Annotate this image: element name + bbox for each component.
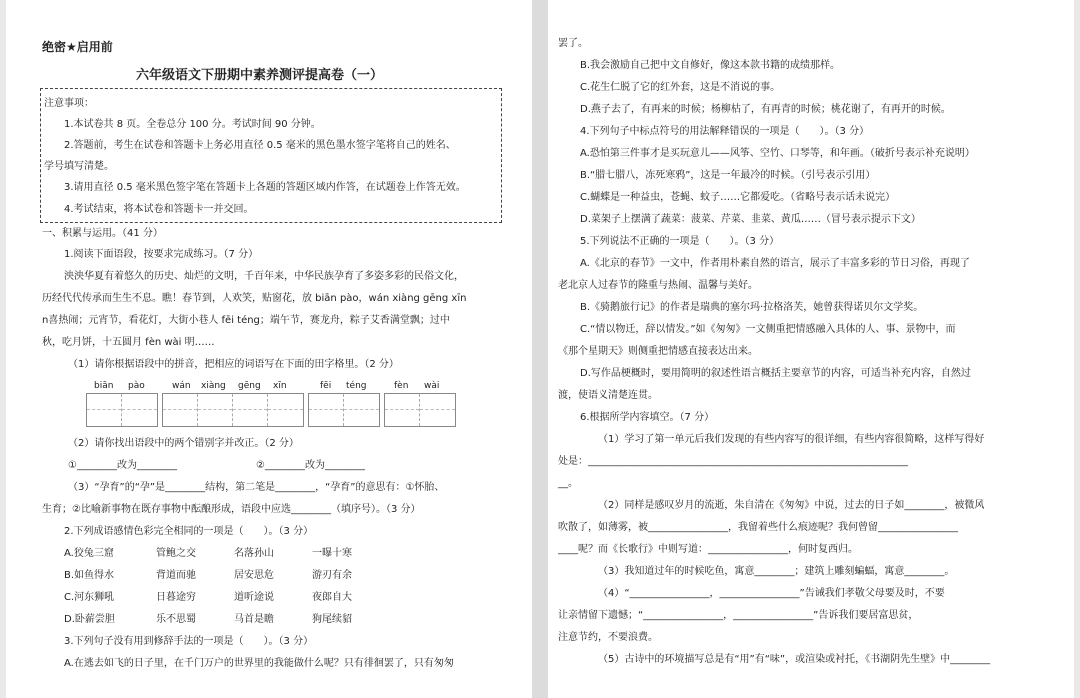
right-text-line: （4）“________________，________________”告诫我们孝敬父母要及时，不要 (598, 588, 945, 599)
right-text-line: D.菜架子上摆满了蔬菜：菠菜、芹菜、韭菜、黄瓜……（冒号表示提示下文） (580, 214, 921, 225)
right-text-line: 5.下列说法不正确的一项是（ ）。（3 分） (580, 236, 780, 247)
right-text-line: B.《骑鹅旅行记》的作者是瑞典的塞尔玛·拉格洛芙，她曾获得诺贝尔文学奖。 (580, 302, 924, 313)
option-item: 马首是瞻 (234, 614, 274, 625)
question-2: 2.下列成语感情色彩完全相同的一项是（ ）。（3 分） (64, 526, 314, 537)
answer-blank[interactable]: ①________改为________ (68, 460, 177, 471)
right-text-line: 注意节约，不要浪费。 (558, 632, 658, 643)
tianzige-box[interactable] (162, 393, 304, 427)
tianzige-box[interactable] (308, 393, 380, 427)
option-item: 管鲍之交 (156, 548, 196, 559)
question-1-2: （2）请你找出语段中的两个错别字并改正。（2 分） (68, 438, 299, 449)
right-text-line: C.蝴蝶是一种益虫，苍蝇、蚊子……它都爱吃。（省略号表示话未说完） (580, 192, 896, 203)
right-text-line: 6.根据所学内容填空。（7 分） (580, 412, 715, 423)
pinyin-label: wán (172, 381, 191, 391)
right-text-line: （1）学习了第一单元后我们发现的有些内容写的很详细，有些内容很简略，这样写得好 (598, 434, 985, 445)
option-item: 一曝十寒 (312, 548, 352, 559)
right-text-line: C.“情以物迁，辞以情发。”如《匆匆》一文侧重把情感融入具体的人、事、景物中，而 (580, 324, 956, 335)
right-text-line: A.恐怕第三件事才是买玩意儿——风筝、空竹、口琴等，和年画。（破折号表示补充说明） (580, 148, 975, 159)
notice-item: 4.考试结束，将本试卷和答题卡一并交回。 (64, 204, 254, 215)
pinyin-label: xīn (273, 381, 287, 391)
right-text-line: A.《北京的春节》一文中，作者用朴素自然的语言，展示了丰富多彩的节日习俗，再现了 (580, 258, 970, 269)
right-text-line: 老北京人过春节的隆重与热闹、温馨与美好。 (558, 280, 758, 291)
confidential-header: 绝密★启用前 (42, 40, 113, 54)
tianzige-box[interactable] (86, 393, 158, 427)
question-1-3: 生育；②比喻新事物在既存事物中酝酿形成，语段中应选________（填序号）。（3 分） (42, 504, 421, 515)
right-text-line: ____呢？而《长歌行》中则写道：________________，何时复西归。 (558, 544, 858, 555)
exam-page-right (548, 0, 1074, 698)
option-item: 日暮途穷 (156, 592, 196, 603)
passage-line: 秋，吃月饼，十五圆月 fèn wài 明…… (42, 337, 215, 348)
right-text-line: （2）同样是感叹岁月的流逝，朱自清在《匆匆》中说，过去的日子如________，被微风 (598, 500, 985, 511)
option-c: C.河东狮吼 (64, 592, 115, 603)
right-text-line: 吹散了，如薄雾，被________________，我留着些什么痕迹呢？我何曾留________________ (558, 522, 958, 533)
pinyin-label: fēi (320, 381, 332, 391)
option-item: 乐不思蜀 (156, 614, 196, 625)
right-text-line: D.燕子去了，有再来的时候；杨柳枯了，有再青的时候；桃花谢了，有再开的时候。 (580, 104, 951, 115)
option-b: B.如鱼得水 (64, 570, 115, 581)
pinyin-label: gēng (238, 381, 261, 391)
question-1-1: （1）请你根据语段中的拼音，把相应的词语写在下面的田字格里。（2 分） (68, 359, 399, 370)
notice-item: 1.本试卷共 8 页。全卷总分 100 分。考试时间 90 分钟。 (64, 119, 321, 130)
option-d: D.卧薪尝胆 (64, 614, 115, 625)
right-text-line: 处是：________________________________________________________________ (558, 456, 908, 467)
right-text-line: 罢了。 (558, 38, 588, 49)
right-text-line: 渡，使语义清楚连贯。 (558, 390, 658, 401)
option-item: 名落孙山 (234, 548, 274, 559)
right-text-line: 让亲情留下遗憾；“________________，________________”告诉我们要居富思贫， (558, 610, 919, 621)
right-text-line: __。 (558, 478, 578, 489)
passage-line: 泱泱华夏有着悠久的历史、灿烂的文明，千百年来，中华民族孕育了多姿多彩的民俗文化， (64, 271, 464, 282)
notice-item: 3.请用直径 0.5 毫米黑色签字笔在答题卡上各题的答题区域内作答，在试题卷上作答无效。 (64, 182, 466, 193)
option-item: 狗尾续貂 (312, 614, 352, 625)
pinyin-label: pào (128, 381, 145, 391)
pinyin-label: biān (94, 381, 114, 391)
answer-blank[interactable]: ②________改为________ (256, 460, 365, 471)
pinyin-label: wài (424, 381, 440, 391)
pinyin-label: xiàng (201, 381, 226, 391)
option-item: 夜郎自大 (312, 592, 352, 603)
pinyin-label: téng (346, 381, 367, 391)
option-a: A.在逃去如飞的日子里，在千门万户的世界里的我能做什么呢？只有徘徊罢了，只有匆匆 (64, 658, 454, 669)
notice-heading: 注意事项： (44, 98, 94, 109)
right-text-line: （5）古诗中的环境描写总是有“用”有“味”，或渲染或衬托，《书湖阴先生壁》中________ (598, 654, 991, 665)
page-gutter (532, 0, 548, 698)
option-item: 居安思危 (234, 570, 274, 581)
passage-line: n喜热闹；元宵节，看花灯，大街小巷人 fēi téng；端午节，赛龙舟，粽子艾香满堂飘；过中 (42, 315, 450, 326)
passage-line: 历经代代传承而生生不息。瞧！春节到，人欢笑，贴窗花，放 biān pào，wán xiàng gēng xīn (42, 293, 467, 304)
right-text-line: 4.下列句子中标点符号的用法解释错误的一项是（ ）。（3 分） (580, 126, 870, 137)
question-1: 1.阅读下面语段，按要求完成练习。（7 分） (64, 249, 259, 260)
question-3: 3.下列句子没有用到修辞手法的一项是（ ）。（3 分） (64, 636, 314, 647)
exam-title: 六年级语文下册期中素养测评提高卷（一） (136, 68, 384, 83)
right-text-line: 《那个星期天》则侧重把情感直接表达出来。 (558, 346, 758, 357)
exam-page-left (6, 0, 532, 698)
option-item: 游刃有余 (312, 570, 352, 581)
option-a: A.狡兔三窟 (64, 548, 114, 559)
pinyin-label: fèn (394, 381, 409, 391)
section-heading: 一、积累与运用。（41 分） (42, 228, 163, 239)
question-1-3: （3）“孕育”的“孕”是________结构，第二笔是________，“孕育”的意思有：①怀胎、 (68, 482, 445, 493)
option-item: 背道而驰 (156, 570, 196, 581)
tianzige-box[interactable] (384, 393, 456, 427)
right-text-line: （3）我知道过年的时候吃鱼，寓意________；建筑上雕刻蝙蝠，寓意________。 (598, 566, 955, 577)
notice-item: 学号填写清楚。 (44, 161, 114, 172)
right-text-line: B.“腊七腊八，冻死寒鸦”，这是一年最冷的时候。（引号表示引用） (580, 170, 876, 181)
right-text-line: C.花生仁脱了它的红外套，这是不消说的事。 (580, 82, 781, 93)
right-text-line: D.写作品梗概时，要用简明的叙述性语言概括主要章节的内容，可适当补充内容，自然过 (580, 368, 971, 379)
option-item: 道听途说 (234, 592, 274, 603)
right-text-line: B.我会激励自己把中文自修好，像这本款书籍的成绩那样。 (580, 60, 841, 71)
notice-item: 2.答题前，考生在试卷和答题卡上务必用直径 0.5 毫米的黑色墨水签字笔将自己的姓名、 (64, 140, 456, 151)
